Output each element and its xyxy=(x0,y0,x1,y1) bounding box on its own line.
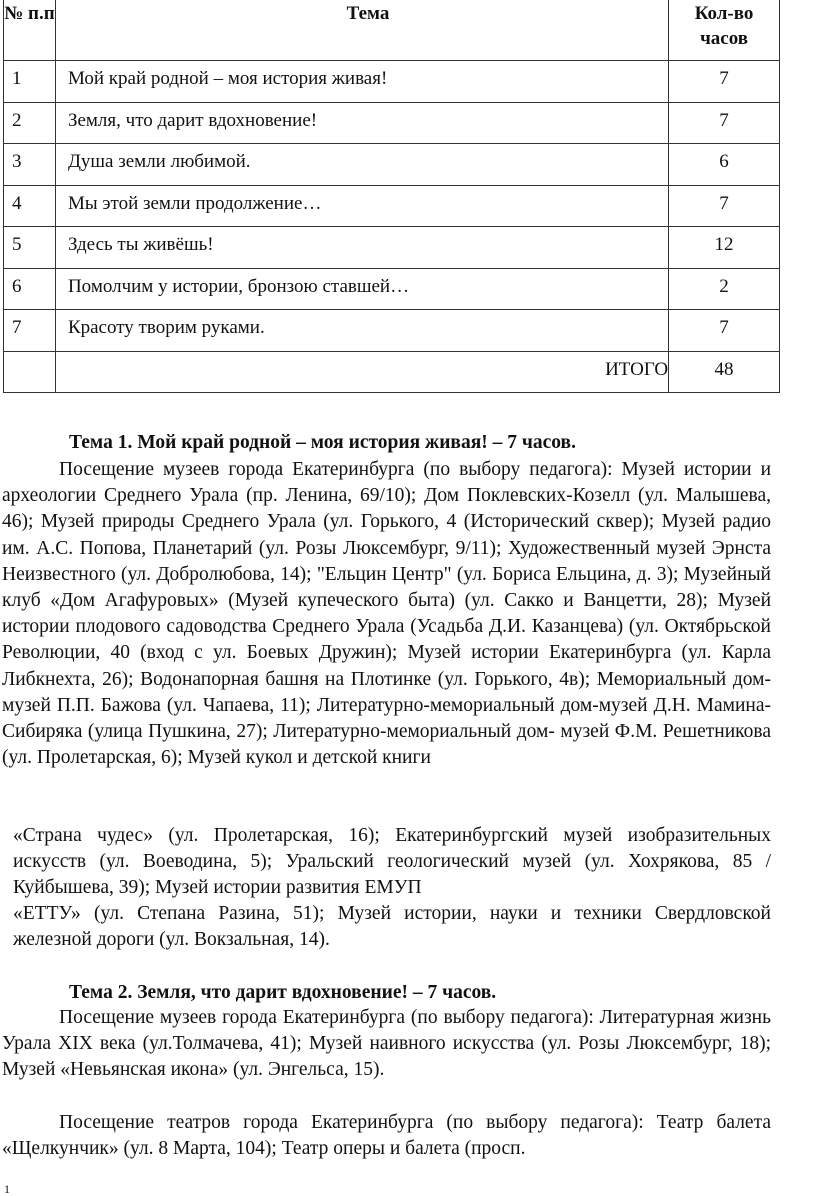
total-label: ИТОГО xyxy=(55,351,668,393)
section1-paragraph-museums-end: «ЕТТУ» (ул. Степана Разина, 51); Музей истории, науки и техники Свердловской железной дороги (ул. Вокзальная, 14). xyxy=(13,903,771,951)
table-row xyxy=(4,185,780,227)
section2-paragraph-theatres: Посещение театров города Екатеринбурга (по выбору педагога): Театр балета «Щелкунчик» (ул. 8 Марта, 104); Театр оперы и балета (просп. xyxy=(2,1112,771,1160)
row-number: 6 xyxy=(4,268,56,310)
row-number: 4 xyxy=(4,185,56,227)
row-topic: Мой край родной – моя история живая! xyxy=(55,61,668,103)
table-total-row xyxy=(4,351,780,393)
table-row xyxy=(4,310,780,352)
row-number: 5 xyxy=(4,227,56,269)
table-row xyxy=(4,227,780,269)
row-topic: Красоту творим руками. xyxy=(55,310,668,352)
header-hours: Кол-во часов xyxy=(669,0,780,61)
header-topic: Тема xyxy=(55,0,668,61)
section1-paragraph-museums-cont: «Страна чудес» (ул. Пролетарская, 16); Екатеринбургский музей изобразительных искусств (ул. Воеводина, 5); Уральский геологический музей (ул. Хохрякова, 85 / Куйбышева, 39); Музей истории развития ЕМУП xyxy=(13,825,771,899)
row-hours: 7 xyxy=(669,102,780,144)
row-number: 2 xyxy=(4,102,56,144)
footnote-mark: 1 xyxy=(4,1182,10,1196)
table-row xyxy=(4,268,780,310)
row-hours: 7 xyxy=(669,310,780,352)
row-hours: 12 xyxy=(669,227,780,269)
table-header-row xyxy=(4,0,780,61)
section2-paragraph-museums: Посещение музеев города Екатеринбурга (по выбору педагога): Литературная жизнь Урала XIX века (ул.Толмачева, 41); Музей наивного искусства (ул. Розы Люксембург, 18); Музей «Невьянская икона» (ул. Энгельса, 15). xyxy=(2,1007,771,1081)
row-hours: 7 xyxy=(669,61,780,103)
row-topic: Мы этой земли продолжение… xyxy=(55,185,668,227)
header-number: № п.п xyxy=(4,0,56,61)
row-topic: Здесь ты живёшь! xyxy=(55,227,668,269)
table-row xyxy=(4,144,780,186)
section2-heading: Тема 2. Земля, что дарит вдохновение! – 7 часов. xyxy=(69,982,497,1003)
row-topic: Земля, что дарит вдохновение! xyxy=(55,102,668,144)
row-topic: Душа земли любимой. xyxy=(55,144,668,186)
row-number: 3 xyxy=(4,144,56,186)
table-row xyxy=(4,102,780,144)
row-hours: 2 xyxy=(669,268,780,310)
row-hours: 7 xyxy=(669,185,780,227)
topics-table xyxy=(3,0,780,393)
total-empty-cell xyxy=(4,351,56,393)
section1-paragraph-museums: Посещение музеев города Екатеринбурга (по выбору педагога): Музей истории и археологии Среднего Урала (пр. Ленина, 69/10); Дом Поклевских-Козелл (ул. Малышева, 46); Музей природы Среднего Урала (ул. Горького, 4 (Исторический сквер); Музей радио им. А.С. Попова, Планетарий (ул. Розы Люксембург, 9/11); Художественный музей Эрнста Неизвестного (ул. Добролюбова, 14); "Ельцин Центр" (ул. Бориса Ельцина, д. 3); Музейный клуб «Дом Агафуровых» (Музей купеческого быта) (ул. Сакко и Ванцетти, 28); Музей истории плодового садоводства Среднего Урала (Усадьба Д.И. Казанцева) (ул. Октябрьской Революции, 40 (вход с ул. Боевых Дружин); Музей истории Екатеринбурга (ул. Карла Либкнехта, 26); Водонапорная башня на Плотинке (ул. Горького, 4в); Мемориальный дом-музей П.П. Бажова (ул. Чапаева, 11); Литературно-мемориальный дом-музей Д.Н. Мамина-Сибиряка (улица Пушкина, 27); Литературно-мемориальный дом- музей Ф.М. Решетникова (ул. Пролетарская, 6); Музей кукол и детской книги xyxy=(2,459,771,769)
table-row xyxy=(4,61,780,103)
row-number: 7 xyxy=(4,310,56,352)
row-hours: 6 xyxy=(669,144,780,186)
total-value: 48 xyxy=(669,351,780,393)
section1-heading: Тема 1. Мой край родной – моя история живая! – 7 часов. xyxy=(69,432,576,453)
row-number: 1 xyxy=(4,61,56,103)
row-topic: Помолчим у истории, бронзою ставшей… xyxy=(55,268,668,310)
